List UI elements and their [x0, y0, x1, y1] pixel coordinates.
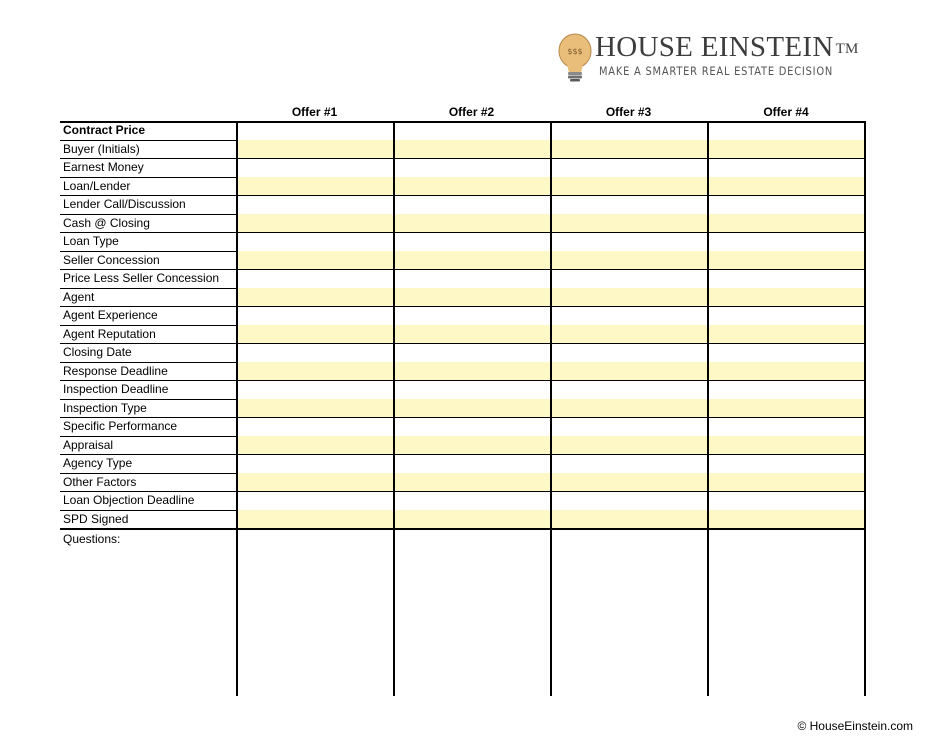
questions-area-offer-3[interactable] — [552, 530, 707, 695]
column-divider — [393, 121, 395, 696]
copyright-footer: © HouseEinstein.com — [797, 719, 913, 733]
table-row — [60, 232, 866, 251]
row-label: Loan Type — [63, 234, 119, 248]
table-row — [60, 510, 866, 529]
row-label: Contract Price — [63, 123, 146, 137]
row-label: Other Factors — [63, 474, 137, 489]
row-label: Appraisal — [63, 437, 114, 452]
table-row — [60, 177, 866, 196]
row-label: Buyer (Initials) — [63, 141, 140, 156]
brand-name: HOUSE EINSTEIN ™ — [595, 31, 859, 63]
column-header-offer-2: Offer #2 — [448, 105, 495, 119]
row-label: Price Less Seller Concession — [63, 271, 220, 285]
row-label: SPD Signed — [63, 511, 129, 526]
row-label: Inspection Type — [63, 400, 147, 415]
table-row — [60, 417, 866, 436]
table-row — [60, 362, 866, 381]
table-row — [60, 140, 866, 159]
row-label: Closing Date — [63, 345, 132, 359]
column-header-offer-4: Offer #4 — [763, 105, 809, 119]
table-row — [60, 343, 866, 362]
table-row — [60, 121, 866, 140]
table-row — [60, 306, 866, 325]
column-divider — [707, 121, 709, 696]
svg-text:$$$: $$$ — [567, 47, 583, 56]
table-row — [60, 269, 866, 288]
column-divider — [550, 121, 552, 696]
row-label: Inspection Deadline — [63, 382, 169, 396]
row-label: Agent Reputation — [63, 326, 156, 341]
table-row — [60, 251, 866, 270]
table-row — [60, 214, 866, 233]
row-label: Loan/Lender — [63, 178, 131, 193]
row-label: Earnest Money — [63, 160, 144, 174]
column-divider — [864, 121, 866, 696]
house-einstein-logo — [555, 30, 915, 82]
table-row — [60, 491, 866, 510]
questions-area-offer-2[interactable] — [395, 530, 550, 695]
row-label: Loan Objection Deadline — [63, 493, 195, 507]
row-label: Agent Experience — [63, 308, 158, 322]
table-row — [60, 158, 866, 177]
questions-area-offer-4[interactable] — [709, 530, 864, 695]
questions-label: Questions: — [63, 532, 121, 546]
table-row — [60, 454, 866, 473]
table-row — [60, 288, 866, 307]
column-header-offer-3: Offer #3 — [605, 105, 652, 119]
table-row — [60, 380, 866, 399]
row-label: Agent — [63, 289, 95, 304]
row-label: Seller Concession — [63, 252, 160, 267]
table-row — [60, 325, 866, 344]
row-label: Agency Type — [63, 456, 133, 470]
lightbulb-icon — [555, 32, 595, 82]
table-row — [60, 195, 866, 214]
questions-area-offer-1[interactable] — [238, 530, 393, 695]
row-label: Lender Call/Discussion — [63, 197, 186, 211]
row-label: Response Deadline — [63, 363, 168, 378]
brand-tagline: MAKE A SMARTER REAL ESTATE DECISION — [599, 64, 834, 78]
column-header-offer-1: Offer #1 — [291, 105, 338, 119]
table-row — [60, 399, 866, 418]
row-label: Cash @ Closing — [63, 215, 150, 230]
row-label: Specific Performance — [63, 419, 178, 433]
table-row — [60, 473, 866, 492]
column-divider — [236, 121, 238, 696]
table-row — [60, 436, 866, 455]
